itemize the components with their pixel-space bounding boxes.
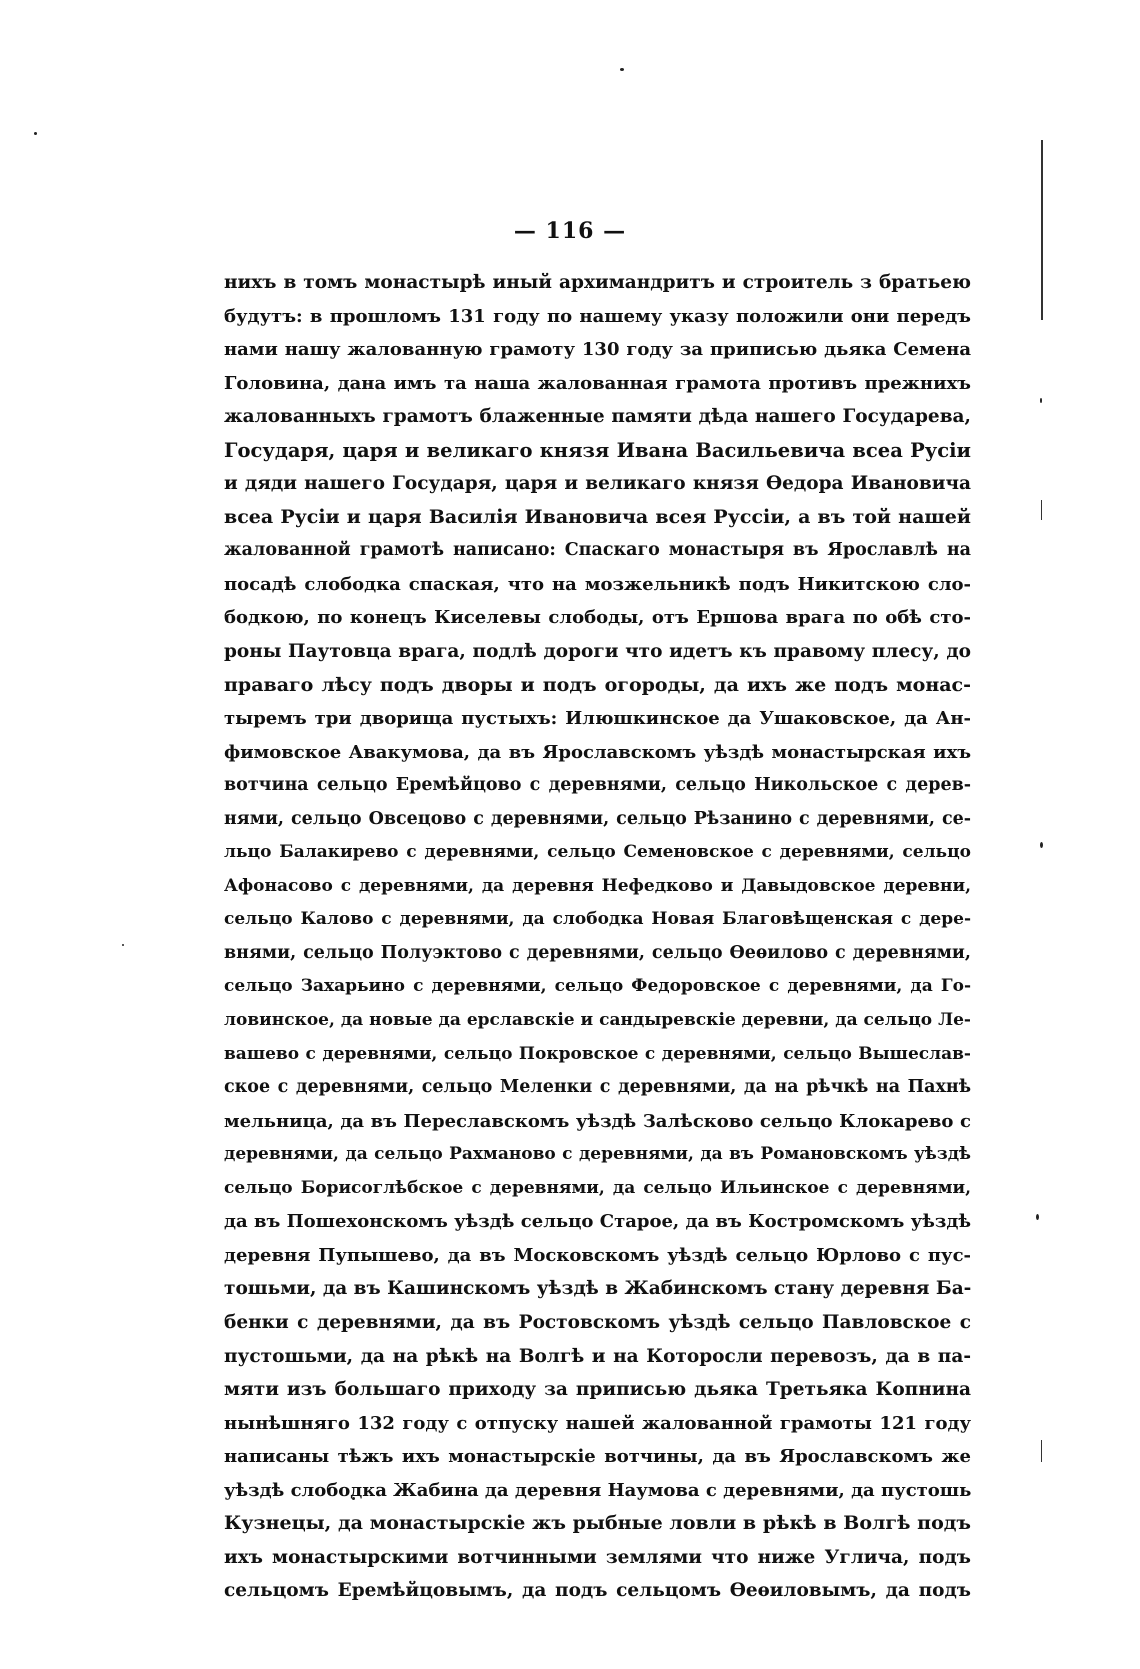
scan-speck [34, 132, 37, 135]
scan-speck [1040, 398, 1042, 403]
text-line: вотчина сельцо Еремѣйцово с деревнями, сельцо Никольское с дерев- [224, 775, 971, 796]
text-line: и дяди нашего Государя, царя и великаго князя Ѳедора Ивановича [224, 473, 971, 495]
text-line: бенки с деревнями, да въ Ростовскомъ уѣздѣ сельцо Павловское с [224, 1311, 971, 1333]
text-line: Головина, дана имъ та наша жалованная грамота противъ прежнихъ [224, 372, 971, 394]
text-line: тошьми, да въ Кашинскомъ уѣздѣ в Жабинскомъ стану деревня Ба- [224, 1278, 971, 1300]
text-line: нами нашу жалованную грамоту 130 году за приписью дьяка Семена [224, 339, 971, 361]
text-line: фимовское Авакумова, да въ Ярославскомъ уѣздѣ монастырская ихъ [224, 741, 971, 763]
text-line: нями, сельцо Овсецово с деревнями, сельцо Рѣзанино с деревнями, се- [224, 808, 971, 829]
text-line: ское с деревнями, сельцо Меленки с деревнями, да на рѣчкѣ на Пахнѣ [224, 1077, 971, 1098]
scan-edge-line [1041, 1440, 1042, 1462]
text-line: пустошьми, да на рѣкѣ на Волгѣ и на Которосли перевозъ, да в па- [224, 1345, 971, 1367]
text-line: Афонасово с деревнями, да деревня Нефедково и Давыдовское деревни, [224, 875, 971, 896]
page-number: — 116 — [513, 218, 627, 244]
text-line: роны Паутовца врага, подлѣ дороги что идетъ къ правому плесу, до [224, 641, 971, 663]
text-line: тыремъ три дворища пустыхъ: Илюшкинское да Ушаковское, да Ан- [224, 708, 971, 730]
text-line: деревня Пупышево, да въ Московскомъ уѣздѣ сельцо Юрлово с пус- [224, 1244, 971, 1266]
text-line: деревнями, да сельцо Рахманово с деревнями, да въ Романовскомъ уѣздѣ [224, 1144, 971, 1165]
text-line: внями, сельцо Полуэктово с деревнями, сельцо Ѳеѳилово с деревнями, [224, 942, 971, 963]
text-line: Кузнецы, да монастырскіе жъ рыбные ловли в рѣкѣ в Волгѣ подъ [224, 1512, 971, 1535]
text-line: бодкою, по конецъ Киселевы слободы, отъ Ершова врага по обѣ сто- [224, 607, 971, 629]
scan-speck [1036, 1214, 1039, 1220]
scan-edge-line [1041, 500, 1042, 520]
text-line: вашево с деревнями, сельцо Покровское с деревнями, сельцо Вышеслав- [224, 1043, 971, 1064]
scan-speck [1040, 842, 1043, 848]
text-line: сельцо Калово с деревнями, да слободка Новая Благовѣщенская с дере- [224, 909, 971, 930]
text-line: Государя, царя и великаго князя Ивана Васильевича всеа Русіи [224, 438, 971, 462]
text-line: посадѣ слободка спаская, что на мозжельникѣ подъ Никитскою сло- [224, 573, 971, 595]
text-line: нынѣшняго 132 году с отпуску нашей жалованной грамоты 121 году [224, 1412, 971, 1434]
text-line: написаны тѣжъ ихъ монастырскіе вотчины, да въ Ярославскомъ же [224, 1446, 971, 1468]
text-line: сельцо Борисоглѣбское с деревнями, да сельцо Ильинское с деревнями, [224, 1177, 971, 1198]
text-line: праваго лѣсу подъ дворы и подъ огороды, да ихъ же подъ монас- [224, 673, 971, 696]
text-line: ловинское, да новые да ерславскіе и сандыревскіе деревни, да сельцо Ле- [224, 1010, 971, 1031]
text-line: уѣздѣ слободка Жабина да деревня Наумова с деревнями, да пустошь [224, 1479, 971, 1501]
text-line: жалованной грамотѣ написано: Спаскаго монастыря въ Ярославлѣ на [224, 540, 971, 561]
text-line: льцо Балакирево с деревнями, сельцо Семеновское с деревнями, сельцо [224, 842, 971, 863]
text-line: мяти изъ большаго приходу за приписью дьяка Третьяка Копнина [224, 1379, 971, 1401]
text-line: жалованныхъ грамотъ блаженные памяти дѣда нашего Государева, [224, 406, 971, 428]
scan-speck [122, 944, 124, 946]
text-line: ихъ монастырскими вотчинными землями что ниже Углича, подъ [224, 1546, 971, 1568]
text-line: мельница, да въ Переславскомъ уѣздѣ Залѣсково сельцо Клокарево с [224, 1110, 971, 1132]
text-line: сельцо Захарьино с деревнями, сельцо Федоровское с деревнями, да Го- [224, 976, 971, 997]
text-line: всеа Русіи и царя Василія Ивановича всея Руссіи, а въ той нашей [224, 505, 971, 528]
text-line: сельцомъ Еремѣйцовымъ, да подъ сельцомъ Ѳеѳиловымъ, да подъ [224, 1580, 971, 1602]
text-line: будутъ: в прошломъ 131 году по нашему указу положили они передъ [224, 305, 971, 327]
scan-speck [620, 68, 624, 71]
text-line: нихъ в томъ монастырѣ иный архимандритъ и строитель з братьею [224, 272, 971, 293]
text-line: да въ Пошехонскомъ уѣздѣ сельцо Старое, да въ Костромскомъ уѣздѣ [224, 1211, 971, 1233]
body-text [224, 266, 971, 1608]
